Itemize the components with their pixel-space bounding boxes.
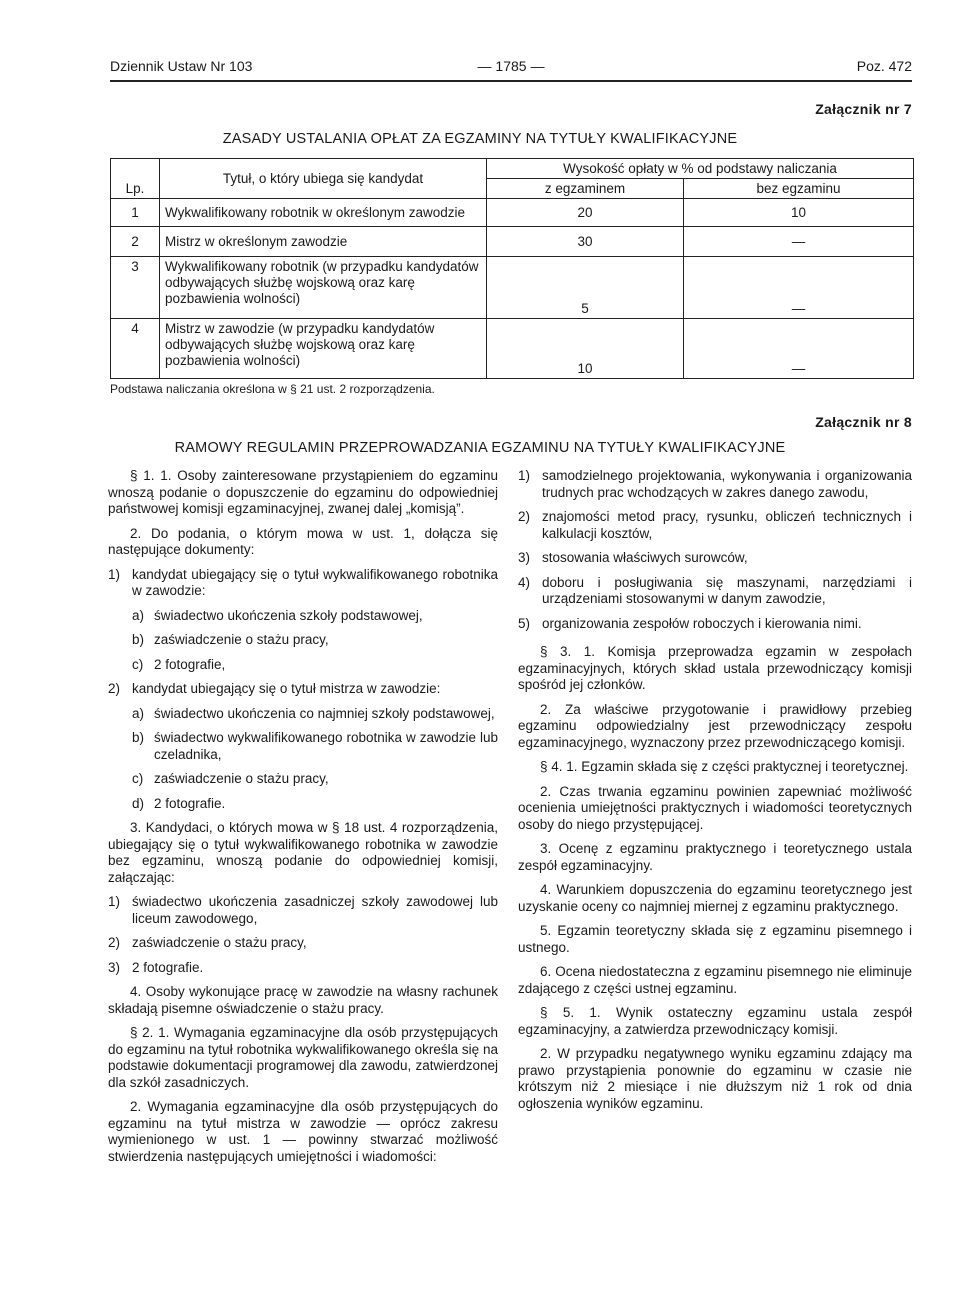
- list-text: doboru i posługiwania się maszynami, narzędziami i urządzeniami stosowanymi w danym zawodzie,: [542, 574, 912, 606]
- annex-8-label: Załącznik nr 8: [815, 414, 912, 430]
- col-with-exam-header: z egzaminem: [487, 179, 684, 199]
- list-marker: 3): [108, 959, 121, 975]
- list-text: zaświadczenie o stażu pracy,: [132, 935, 307, 950]
- list-item: [132, 706, 498, 723]
- list-text: zaświadczenie o stażu pracy,: [154, 771, 329, 786]
- paragraph: 6. Ocena niedostateczna z egzaminu pisemnego nie eliminuje zdającego z części ustnej egzaminu.: [518, 964, 912, 996]
- list-item: [518, 550, 912, 567]
- list-item: [518, 616, 912, 633]
- col-without-exam-header: bez egzaminu: [684, 179, 914, 199]
- paragraph: § 2. 1. Wymagania egzaminacyjne dla osób przystępujących do egzaminu na tytuł robotnika wykwalifikowanego określa się na podstawie dokumentacji programowej dla zawodu, zatwierdzonej dla szkół zasadniczych.: [108, 1025, 498, 1090]
- paragraph: 5. Egzamin teoretyczny składa się z egzaminu pisemnego i ustnego.: [518, 923, 912, 955]
- list-text: zaświadczenie o stażu pracy,: [154, 632, 329, 647]
- row-with-exam: 10: [487, 319, 684, 379]
- list-text: świadectwo ukończenia szkoły podstawowej,: [154, 607, 423, 623]
- list-item: [108, 894, 498, 927]
- running-header: [110, 58, 912, 80]
- annex-7-label: Załącznik nr 7: [815, 101, 912, 117]
- paragraph: 3. Ocenę z egzaminu praktycznego i teoretycznego ustala zespół egzaminacyjny.: [518, 841, 912, 873]
- left-column: [108, 468, 498, 1173]
- right-column: [518, 468, 912, 1120]
- list-text: świadectwo ukończenia co najmniej szkoły podstawowej,: [154, 705, 495, 721]
- list-marker: a): [132, 607, 145, 623]
- list-text: organizowania zespołów roboczych i kierowania nimi.: [542, 615, 862, 631]
- row-with-exam: 5: [487, 257, 684, 319]
- list-item: [518, 509, 912, 542]
- position-number: Poz. 472: [856, 58, 912, 74]
- list-item: [132, 608, 498, 625]
- list-marker: c): [132, 656, 144, 672]
- list-text: 2 fotografie,: [154, 656, 226, 672]
- list-text: świadectwo wykwalifikowanego robotnika w zawodzie lub czeladnika,: [154, 730, 498, 762]
- list-marker: 5): [518, 615, 531, 631]
- list-item: [108, 960, 498, 977]
- list-marker: 4): [518, 574, 531, 590]
- table-row: [111, 199, 914, 227]
- paragraph: § 4. 1. Egzamin składa się z części praktycznej i teoretycznej.: [540, 759, 909, 774]
- list-text: samodzielnego projektowania, wykonywania i organizowania trudnych prac wchodzących w zakres danego zawodu,: [542, 468, 912, 500]
- table-row: [111, 257, 914, 319]
- list-text: 2 fotografie.: [132, 959, 204, 975]
- list-item: [108, 935, 498, 952]
- row-without-exam: 10: [684, 199, 914, 227]
- paragraph: 4. Warunkiem dopuszczenia do egzaminu teoretycznego jest uzyskanie oceny co najmniej miernej z egzaminu praktycznego.: [518, 882, 912, 914]
- header-rule: [110, 80, 912, 82]
- list-marker: 2): [108, 935, 121, 950]
- row-title: Mistrz w zawodzie (w przypadku kandydatów odbywających służbę wojskową oraz karę pozbawienia wolności): [160, 319, 487, 379]
- annex-8-title: RAMOWY REGULAMIN PRZEPROWADZANIA EGZAMINU NA TYTUŁY KWALIFIKACYJNE: [174, 440, 786, 456]
- list-marker: 2): [108, 681, 121, 696]
- list-item: [132, 730, 498, 763]
- row-without-exam: —: [684, 257, 914, 319]
- list-marker: 3): [518, 550, 531, 565]
- paragraph: § 3. 1. Komisja przeprowadza egzamin w zespołach egzaminacyjnych, których skład ustala przewodniczący komisji spośród jej członków.: [518, 644, 912, 692]
- paragraph: 2. Czas trwania egzaminu powinien zapewniać możliwość ocenienia umiejętności praktycznych i wiadomości teoretycznych osoby do niego przystępującej.: [518, 783, 912, 832]
- list-item: [132, 771, 498, 788]
- list-marker: b): [132, 632, 145, 647]
- row-with-exam: 20: [487, 199, 684, 227]
- list-text: stosowania właściwych surowców,: [542, 550, 748, 565]
- fee-table: [110, 158, 914, 379]
- row-lp: 4: [111, 319, 160, 379]
- list-item: [518, 575, 912, 608]
- list-item: [108, 567, 498, 600]
- row-lp: 1: [111, 199, 160, 227]
- col-title-header: Tytuł, o który ubiega się kandydat: [160, 159, 487, 199]
- col-group-header: Wysokość opłaty w % od podstawy naliczania: [487, 159, 914, 179]
- table-row: [111, 227, 914, 257]
- paragraph: 4. Osoby wykonujące pracę w zawodzie na własny rachunek składają pisemne oświadczenie o stażu pracy.: [108, 984, 498, 1016]
- col-lp-header: Lp.: [111, 159, 160, 199]
- list-marker: 1): [108, 894, 121, 909]
- list-marker: a): [132, 705, 145, 721]
- list-item: [132, 796, 498, 813]
- paragraph: 2. Do podania, o którym mowa w ust. 1, dołącza się następujące dokumenty:: [108, 525, 498, 557]
- paragraph: 2. Za właściwe przygotowanie i prawidłowy przebieg egzaminu odpowiedzialny jest przewodniczący zespołu egzaminacyjnego, wyznaczony przez przewodniczącego komisji.: [518, 701, 912, 750]
- paragraph: § 5. 1. Wynik ostateczny egzaminu ustala zespół egzaminacyjny, a zatwierdza przewodniczący komisji.: [518, 1005, 912, 1037]
- list-marker: 1): [108, 566, 121, 582]
- list-marker: b): [132, 730, 145, 745]
- paragraph: 2. W przypadku negatywnego wyniku egzaminu zdający ma prawo przystąpienia ponownie do egzaminu w czasie nie krótszym niż 2 miesiące i nie dłuższym niż 1 rok od dnia ogłoszenia wyników egzaminu.: [518, 1046, 912, 1111]
- list-marker: c): [132, 771, 144, 786]
- list-item: [132, 632, 498, 649]
- list-item: [108, 681, 498, 698]
- table-note: Podstawa naliczania określona w § 21 ust. 2 rozporządzenia.: [110, 382, 435, 396]
- row-title: Wykwalifikowany robotnik (w przypadku kandydatów odbywających służbę wojskową oraz karę pozbawienia wolności): [160, 257, 487, 319]
- list-marker: 2): [518, 509, 531, 524]
- paragraph: 3. Kandydaci, o których mowa w § 18 ust. 4 rozporządzenia, ubiegający się o tytuł wykwalifikowanego robotnika w zawodzie bez egzaminu, wnoszą podanie do odpowiedniej komisji, załączając:: [108, 820, 498, 885]
- list-text: znajomości metod pracy, rysunku, obliczeń technicznych i kalkulacji kosztów,: [542, 509, 912, 541]
- row-lp: 3: [111, 257, 160, 319]
- row-with-exam: 30: [487, 227, 684, 257]
- journal-name: Dziennik Ustaw Nr 103: [110, 58, 253, 74]
- list-text: świadectwo ukończenia zasadniczej szkoły zawodowej lub liceum zawodowego,: [132, 894, 498, 926]
- list-text: 2 fotografie.: [154, 795, 226, 811]
- page-number: — 1785 —: [477, 58, 545, 74]
- row-without-exam: —: [684, 319, 914, 379]
- list-item: [132, 657, 498, 674]
- paragraph: 2. Wymagania egzaminacyjne dla osób przystępujących do egzaminu na tytuł mistrza w zawodzie — oprócz zakresu wymienionego w ust. 1 — powinny stwarzać możliwość stwierdzenia następujących umiejętności i wiadomości:: [108, 1099, 498, 1164]
- paragraph: § 1. 1. Osoby zainteresowane przystąpieniem do egzaminu wnoszą podanie o dopuszczenie do egzaminu do odpowiedniej państwowej komisji egzaminacyjnej, zwanej dalej „komisją”.: [108, 468, 498, 516]
- table-row: [111, 319, 914, 379]
- row-title: Mistrz w określonym zawodzie: [160, 227, 487, 257]
- list-marker: 1): [518, 468, 531, 483]
- list-item: [518, 468, 912, 501]
- row-without-exam: —: [684, 227, 914, 257]
- row-lp: 2: [111, 227, 160, 257]
- row-title: Wykwalifikowany robotnik w określonym zawodzie: [160, 199, 487, 227]
- list-text: kandydat ubiegający się o tytuł wykwalifikowanego robotnika w zawodzie:: [132, 566, 498, 598]
- list-text: kandydat ubiegający się o tytuł mistrza w zawodzie:: [132, 681, 441, 696]
- annex-7-title: ZASADY USTALANIA OPŁAT ZA EGZAMINY NA TYTUŁY KWALIFIKACYJNE: [222, 131, 738, 147]
- list-marker: d): [132, 795, 145, 811]
